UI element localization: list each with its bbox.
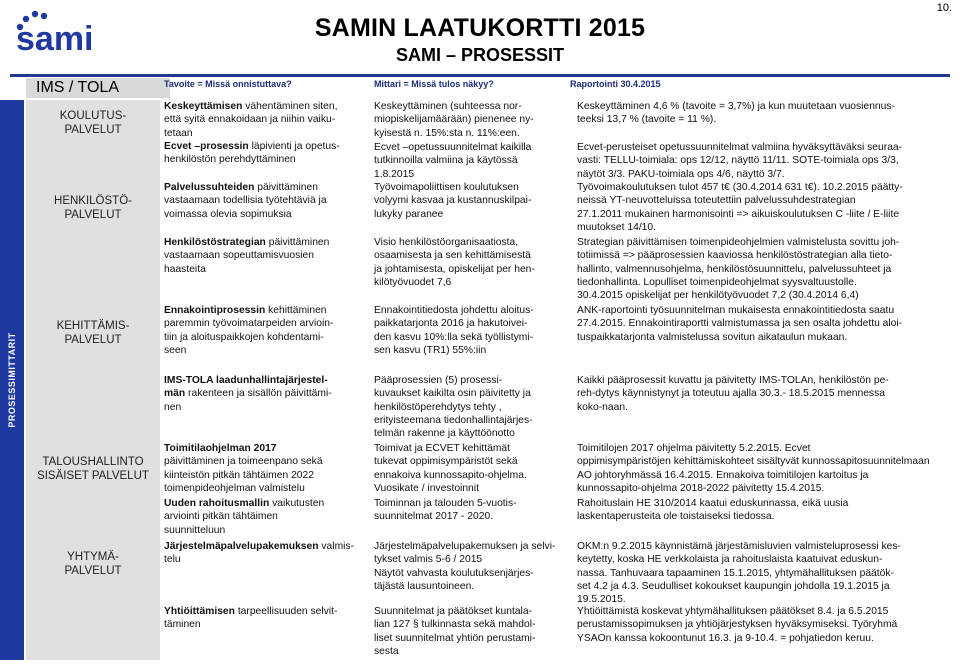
goal-koulutus-ecvet: Ecvet –prosessin läpivienti ja opetus- henkilöstön perehdyttäminen [164,141,340,166]
report-talous-b: Rahoituslain HE 310/2014 kaatui eduskunnassa, eikä uusia laskentaperusteita ole toistaiseksi tiedossa. [577,498,849,523]
metric-talous-a: Toimivat ja ECVET kehittämät tukevat oppimisympäristöt sekä ennakoiva kunnossapito-ohjelma. Vuosikate / investoinnit [374,443,527,494]
row-label-talous: TALOUSHALLINTO SISÄISET PALVELUT [37,456,149,482]
goal-ims-tola: IMS-TOLA laadunhallintajärjestel- män rakenteen ja sisällön päivittämi- nen [164,375,332,413]
report-henkilosto-b: Strategian päivittämisen toimenpideohjelmien valmistelusta sovittu joh- totiimissä => pääprosessien kaaviossa henkilöstöstrategian alla tieto- hallinto, valmennusohjelma, henkilöstösuunnittelu, palvelussuhteet ja tiedonhallinta. Lopulliset toimenpideohjelmat syysvaltuustolle. 30.4.2015 opiskelijat per henkilötyövuodet 7,2 (30.4.2014 6,4) [577,237,900,302]
row-label-yhtyma: YHTYMÄ- PALVELUT [64,551,122,577]
sidebar-band [0,100,24,660]
sidebar-label: PROSESSIMITTARIT [7,332,17,428]
report-yhtyma-a: OKM:n 9.2.2015 käynnistämä järjestämisluvien valmisteluprosessi kes- keytetty, koska HE verkkolaista ja rahoituslaista kaatuivat eduskun- nassa. Tanhuvaara tapaaminen 15.1.2015, yhtymähallituksen päätök- set 4.2 ja 4.3. Seudulliset kokoukset kaupungin johdolla 19.1.2015 ja 19.5.2015. [577,541,901,606]
row-label-henkilosto: HENKILÖSTÖ- PALVELUT [54,195,132,221]
goal-talous-rahoitusmalli: Uuden rahoitusmallin vaikutusten arviointi pitkän tähtäimen suunnitteluun [164,498,325,536]
report-kehittamis-a: ANK-raportointi työsuunnitelman mukaisesta ennakointitiedosta saatu 27.4.2015. Ennakointiraportti valmistumassa ja sen osalta johdettu aloi- tuspaikkatarjonta valmistelussa sovitun aikataulun mukaan. [577,305,903,343]
report-henkilosto-a: Työvoimakoulutuksen tulot 457 t€ (30.4.2014 631 t€). 10.2.2015 päätty- neissä YT-neuvotteluissa toteutettiin palvelussuhdestrategian 27.1.2011 mukainen harmonisointi => aikuiskoulutuksen C -liite / E-liite muutokset 14/10. [577,182,903,233]
goal-talous-toimitila: Toimitilaohjelman 2017 päivittäminen ja toimeenpano sekä kiinteistön pitkän tähtäimen 2022 toimenpideohjelman valmistelu [164,443,323,494]
goal-yhtyma-jarjestelma: Järjestelmäpalvelupakemuksen valmis- telu [164,541,355,566]
report-koulutus-b: Ecvet-perusteiset opetussuunnitelmat valmiina hyväksyttäväksi seuraa- vasti: TELLU-toimiala: ops 12/12, näyttö 11/11. SOTE-toimiala ops 3/3, näytöt 3/3. PAKU-toimiala ops 4/6, näyttö 3/7. [577,142,903,180]
goal-yhtyma-yhtioittaminen: Yhtiöittämisen tarpeellisuuden selvit- täminen [164,606,338,631]
metric-henkilosto-b: Visio henkilöstöorganisaatiosta, osaamisesta ja sen kehittämisestä ja johtamisesta, opiskelijat per hen- kilötyövuodet 7,6 [374,237,535,288]
report-koulutus-a: Keskeyttäminen 4,6 % (tavoite = 3,7%) ja kun muutetaan vuosiennus- teeksi 13,7 % (tavoite = 11 %). [577,101,895,126]
metric-yhtyma-b: Suunnitelmat ja päätökset kuntala- lian 127 § tulkinnasta sekä mahdol- liset suunnitelmat yhtiön perustami- sesta [374,606,536,657]
row-label-koulutus: KOULUTUS- PALVELUT [59,110,127,136]
page-number: 10. [936,2,952,14]
header-divider [10,74,950,77]
logo-text: sami [16,20,94,54]
report-talous-a: Toimitilojen 2017 ohjelma päivitetty 5.2.2015. Ecvet oppimisympäristöjen kehittämiskohteet sisältyvät kunnossapitosuunnitelmaan AO johtoryhmässä 16.4.2015. Ennakoiva toimitilojen kartoitus ja kunnossapito-ohjelma 2018-2022 päivitetty 15.4.2015. [577,443,930,494]
metric-ims-a: Pääprosessien (5) prosessi- kuvaukset kaikilta osin päivitetty ja henkilöstöperehdytys tehty , erityisteemana tiedonhallintajärjes- telmän rakenne ja käyttöönotto [374,375,533,440]
row-label-kehittamis: KEHITTÄMIS- PALVELUT [56,320,130,346]
column-header-goal: Tavoite = Missä onnistuttava? [164,79,292,89]
metric-kehittamis-a: Ennakointitiedosta johdettu aloitus- paikkatarjonta 2016 ja hakutoivei- den kasvu 10%:lla sekä työllistymi- sen kasvu (TR1) 55%:iin [374,305,534,356]
column-header-metric: Mittari = Missä tulos näkyy? [374,79,494,89]
column-header-report: Raportointi 30.4.2015 [570,79,661,89]
metric-henkilosto-a: Työvoimapoliittisen koulutuksen volyymi kasvaa ja kustannuskilpai- lukyky paranee [374,182,532,220]
page-title: SAMIN LAATUKORTTI 2015 [314,14,646,42]
metric-koulutus-b: Ecvet –opetussuunnitelmat kaikilla tutkinnoilla valmiina ja käytössä 1.8.2015 [374,142,532,180]
goal-koulutus-keskeyttaminen: Keskeyttämisen vähentäminen siten, että syitä ennakoidaan ja niihin vaiku- tetaan [164,101,338,139]
metric-koulutus-a: Keskeyttäminen (suhteessa nor- miopiskelijamäärään) pienenee ny- kyisestä n. 15%:sta n. 11%:een. [374,101,534,139]
report-yhtyma-b: Yhtiöittämistä koskevat yhtymähallituksen päätökset 8.4. ja 6.5.2015 perustamissopimuksen ja yhtiöjärjestyksen hyväksymiseksi. Työryhmä YSAOn kanssa kokoontunut 16.3. ja 9-10.4. = pohjatiedon keruu. [577,606,898,644]
column-header-ims-tola: IMS / TOLA [26,78,170,98]
report-ims-a: Kaikki pääprosessit kuvattu ja päivitetty IMS-TOLAn, henkilöstön pe- reh-dytys käynnistynyt ja toteutuu ajalla 30.3.- 18.5.2015 mennessa koko-naan. [577,375,889,413]
goal-kehittamis-ennakointi: Ennakointiprosessin kehittäminen paremmin työvoimatarpeiden arvioin- tiin ja aloituspaikkojen kohdentami- seen [164,305,334,356]
metric-yhtyma-a: Järjestelmäpalvelupakemuksen ja selvi- tykset valmis 5-6 / 2015 Näytöt vahvasta koulutuksenjärjes- täjästä lausuntoineen. [374,541,556,592]
goal-henkilosto-palvelussuhteet: Palvelussuhteiden päivittäminen vastaamaan todellisia työtehtäviä ja voimassa olevia sopimuksia [164,182,327,220]
sami-logo [12,8,142,54]
page-subtitle: SAMI – PROSESSIT [395,45,565,65]
metric-talous-b: Toiminnan ja talouden 5-vuotis- suunnitelmat 2017 - 2020. [374,498,517,523]
goal-henkilosto-strategia: Henkilöstöstrategian päivittäminen vastaamaan sopeuttamisvuosien haasteita [164,237,330,275]
